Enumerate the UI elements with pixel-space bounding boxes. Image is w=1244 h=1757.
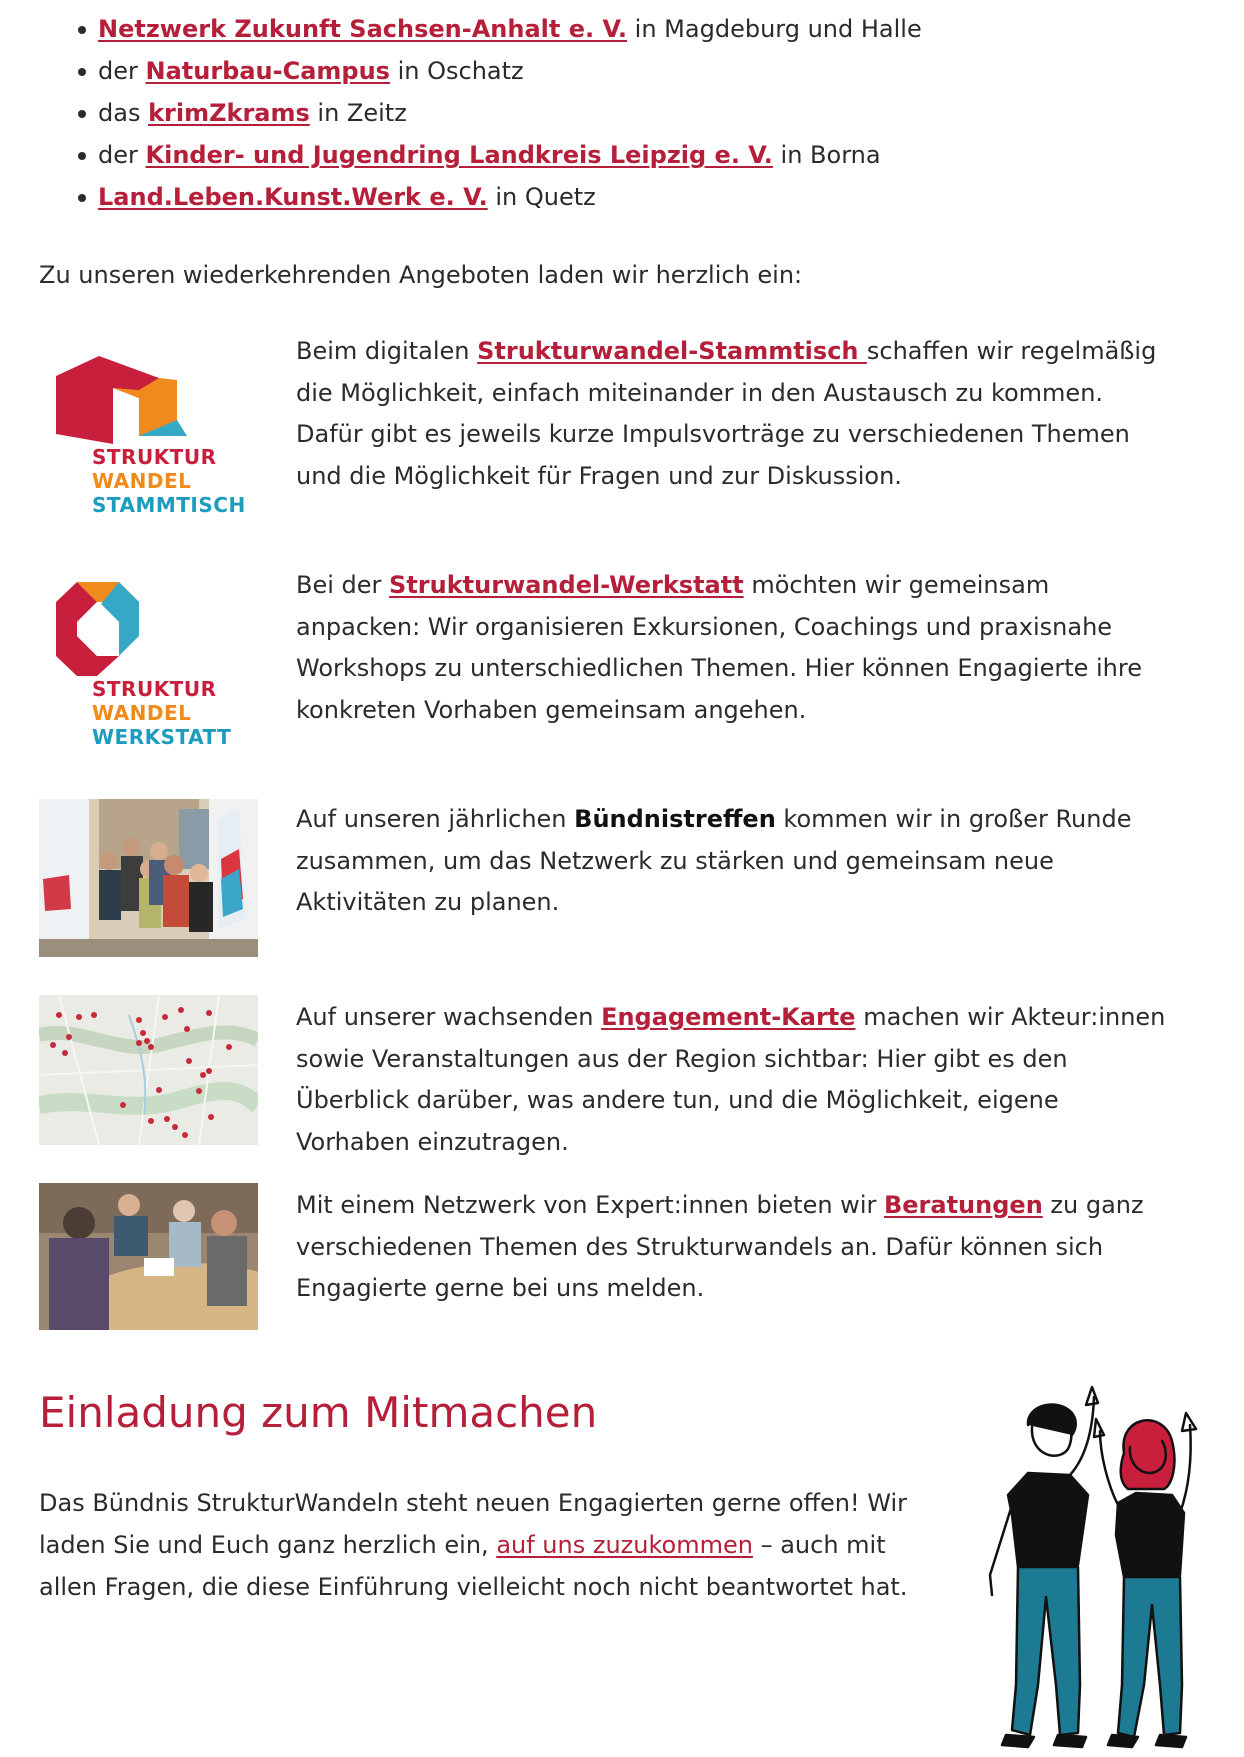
partner-link[interactable]: Land.Leben.Kunst.Werk e. V. — [98, 183, 488, 211]
list-item-suffix: in Oschatz — [389, 57, 524, 85]
stammtisch-logo — [39, 350, 258, 520]
list-item-suffix: in Borna — [772, 141, 881, 169]
offer-text-part: Beim digitalen — [296, 337, 478, 365]
buendnistreffen-bold: Bündnistreffen — [574, 805, 776, 833]
list-item-suffix: in Quetz — [487, 183, 596, 211]
list-item-prefix: der — [98, 57, 146, 85]
high-five-illustration — [968, 1385, 1226, 1751]
logo-line-3: STAMMTISCH — [92, 493, 246, 517]
invite-text-part: – auch mit allen Fragen, die diese Einführung vielleicht noch nicht beantwortet hat. — [39, 1531, 908, 1601]
partner-link[interactable]: Netzwerk Zukunft Sachsen-Anhalt e. V. — [98, 15, 628, 43]
offer-text-part: machen wir Akteur:innen sowie Veranstaltungen aus der Region sichtbar: Hier gibt es den Überblick darüber, was andere tun, und die Möglichkeit, eigene Vorhaben einzutragen. — [296, 1003, 1166, 1156]
list-item — [0, 50, 1100, 92]
list-item — [0, 134, 1100, 176]
list-item — [0, 176, 1100, 218]
offer-text-part: kommen wir in großer Runde zusammen, um das Netzwerk zu stärken und gemeinsam neue Aktivitäten zu planen. — [296, 805, 1132, 916]
offer-text-part: Bei der — [296, 571, 390, 599]
stammtisch-link[interactable]: Strukturwandel-Stammtisch — [477, 337, 867, 365]
group-photo-image — [39, 799, 258, 957]
offer-text-part: Auf unseren jährlichen — [296, 805, 575, 833]
partner-link[interactable]: Kinder- und Jugendring Landkreis Leipzig e. V. — [145, 141, 773, 169]
offer-stammtisch-text — [296, 331, 1176, 497]
buendnistreffen-photo — [39, 799, 258, 957]
offer-text-part: möchten wir gemeinsam anpacken: Wir organisieren Exkursionen, Coachings und praxisnahe Workshops zu unterschiedlichen Themen. Hier können Engagierte ihre konkreten Vorhaben gemeinsam angehen. — [296, 571, 1142, 724]
offer-text-part: schaffen wir regelmäßig die Möglichkeit, einfach miteinander in den Austausch zu kommen. Dafür gibt es jeweils kurze Impulsvorträge zu verschiedenen Themen und die Möglichkeit für Fragen und zur Diskussion. — [296, 337, 1157, 490]
list-item-prefix: der — [98, 141, 146, 169]
logo-line-1: STRUKTUR — [92, 677, 217, 701]
two-people-waving-graphic — [968, 1385, 1226, 1751]
logo-line-3: WERKSTATT — [92, 725, 232, 749]
list-item — [0, 8, 1100, 50]
offer-text-part: zu ganz verschiedenen Themen des Strukturwandels an. Dafür können sich Engagierte gerne bei uns melden. — [296, 1191, 1144, 1302]
contact-link[interactable]: auf uns zuzukommen — [496, 1531, 753, 1559]
logo-line-1: STRUKTUR — [92, 445, 217, 469]
partner-link[interactable]: Naturbau-Campus — [145, 57, 390, 85]
werkstatt-logo-graphic — [39, 580, 258, 750]
engagement-karte-link[interactable]: Engagement-Karte — [601, 1003, 856, 1031]
invite-text — [39, 1482, 919, 1608]
offer-buendnistreffen-text — [296, 799, 1176, 924]
map-thumbnail — [39, 995, 258, 1145]
invite-text-part: Das Bündnis StrukturWandeln steht neuen Engagierten gerne offen! Wir laden Sie und Euch ganz herzlich ein, — [39, 1489, 908, 1559]
offer-beratungen-text — [296, 1185, 1176, 1310]
stammtisch-logo-graphic — [39, 350, 258, 520]
section-title: Einladung zum Mitmachen — [39, 1388, 598, 1437]
beratungen-link[interactable]: Beratungen — [883, 1191, 1043, 1219]
partner-list — [0, 8, 1100, 218]
logo-line-2: WANDEL — [92, 701, 192, 725]
logo-line-2: WANDEL — [92, 469, 192, 493]
beratungen-photo — [39, 1183, 258, 1330]
offer-engagement-karte-text — [296, 997, 1176, 1163]
offer-text-part: Auf unserer wachsenden — [296, 1003, 602, 1031]
offer-text-part: Mit einem Netzwerk von Expert:innen bieten wir — [296, 1191, 884, 1219]
intro-text: Zu unseren wiederkehrenden Angeboten laden wir herzlich ein: — [39, 261, 803, 289]
list-item-suffix: in Magdeburg und Halle — [627, 15, 922, 43]
engagement-map-image — [39, 995, 258, 1145]
werkstatt-logo — [39, 580, 258, 750]
list-item — [0, 92, 1100, 134]
offer-werkstatt-text — [296, 565, 1176, 731]
list-item-suffix: in Zeitz — [309, 99, 407, 127]
consultation-photo-image — [39, 1183, 258, 1330]
list-item-prefix: das — [98, 99, 149, 127]
werkstatt-link[interactable]: Strukturwandel-Werkstatt — [389, 571, 744, 599]
partner-link[interactable]: krimZkrams — [148, 99, 310, 127]
